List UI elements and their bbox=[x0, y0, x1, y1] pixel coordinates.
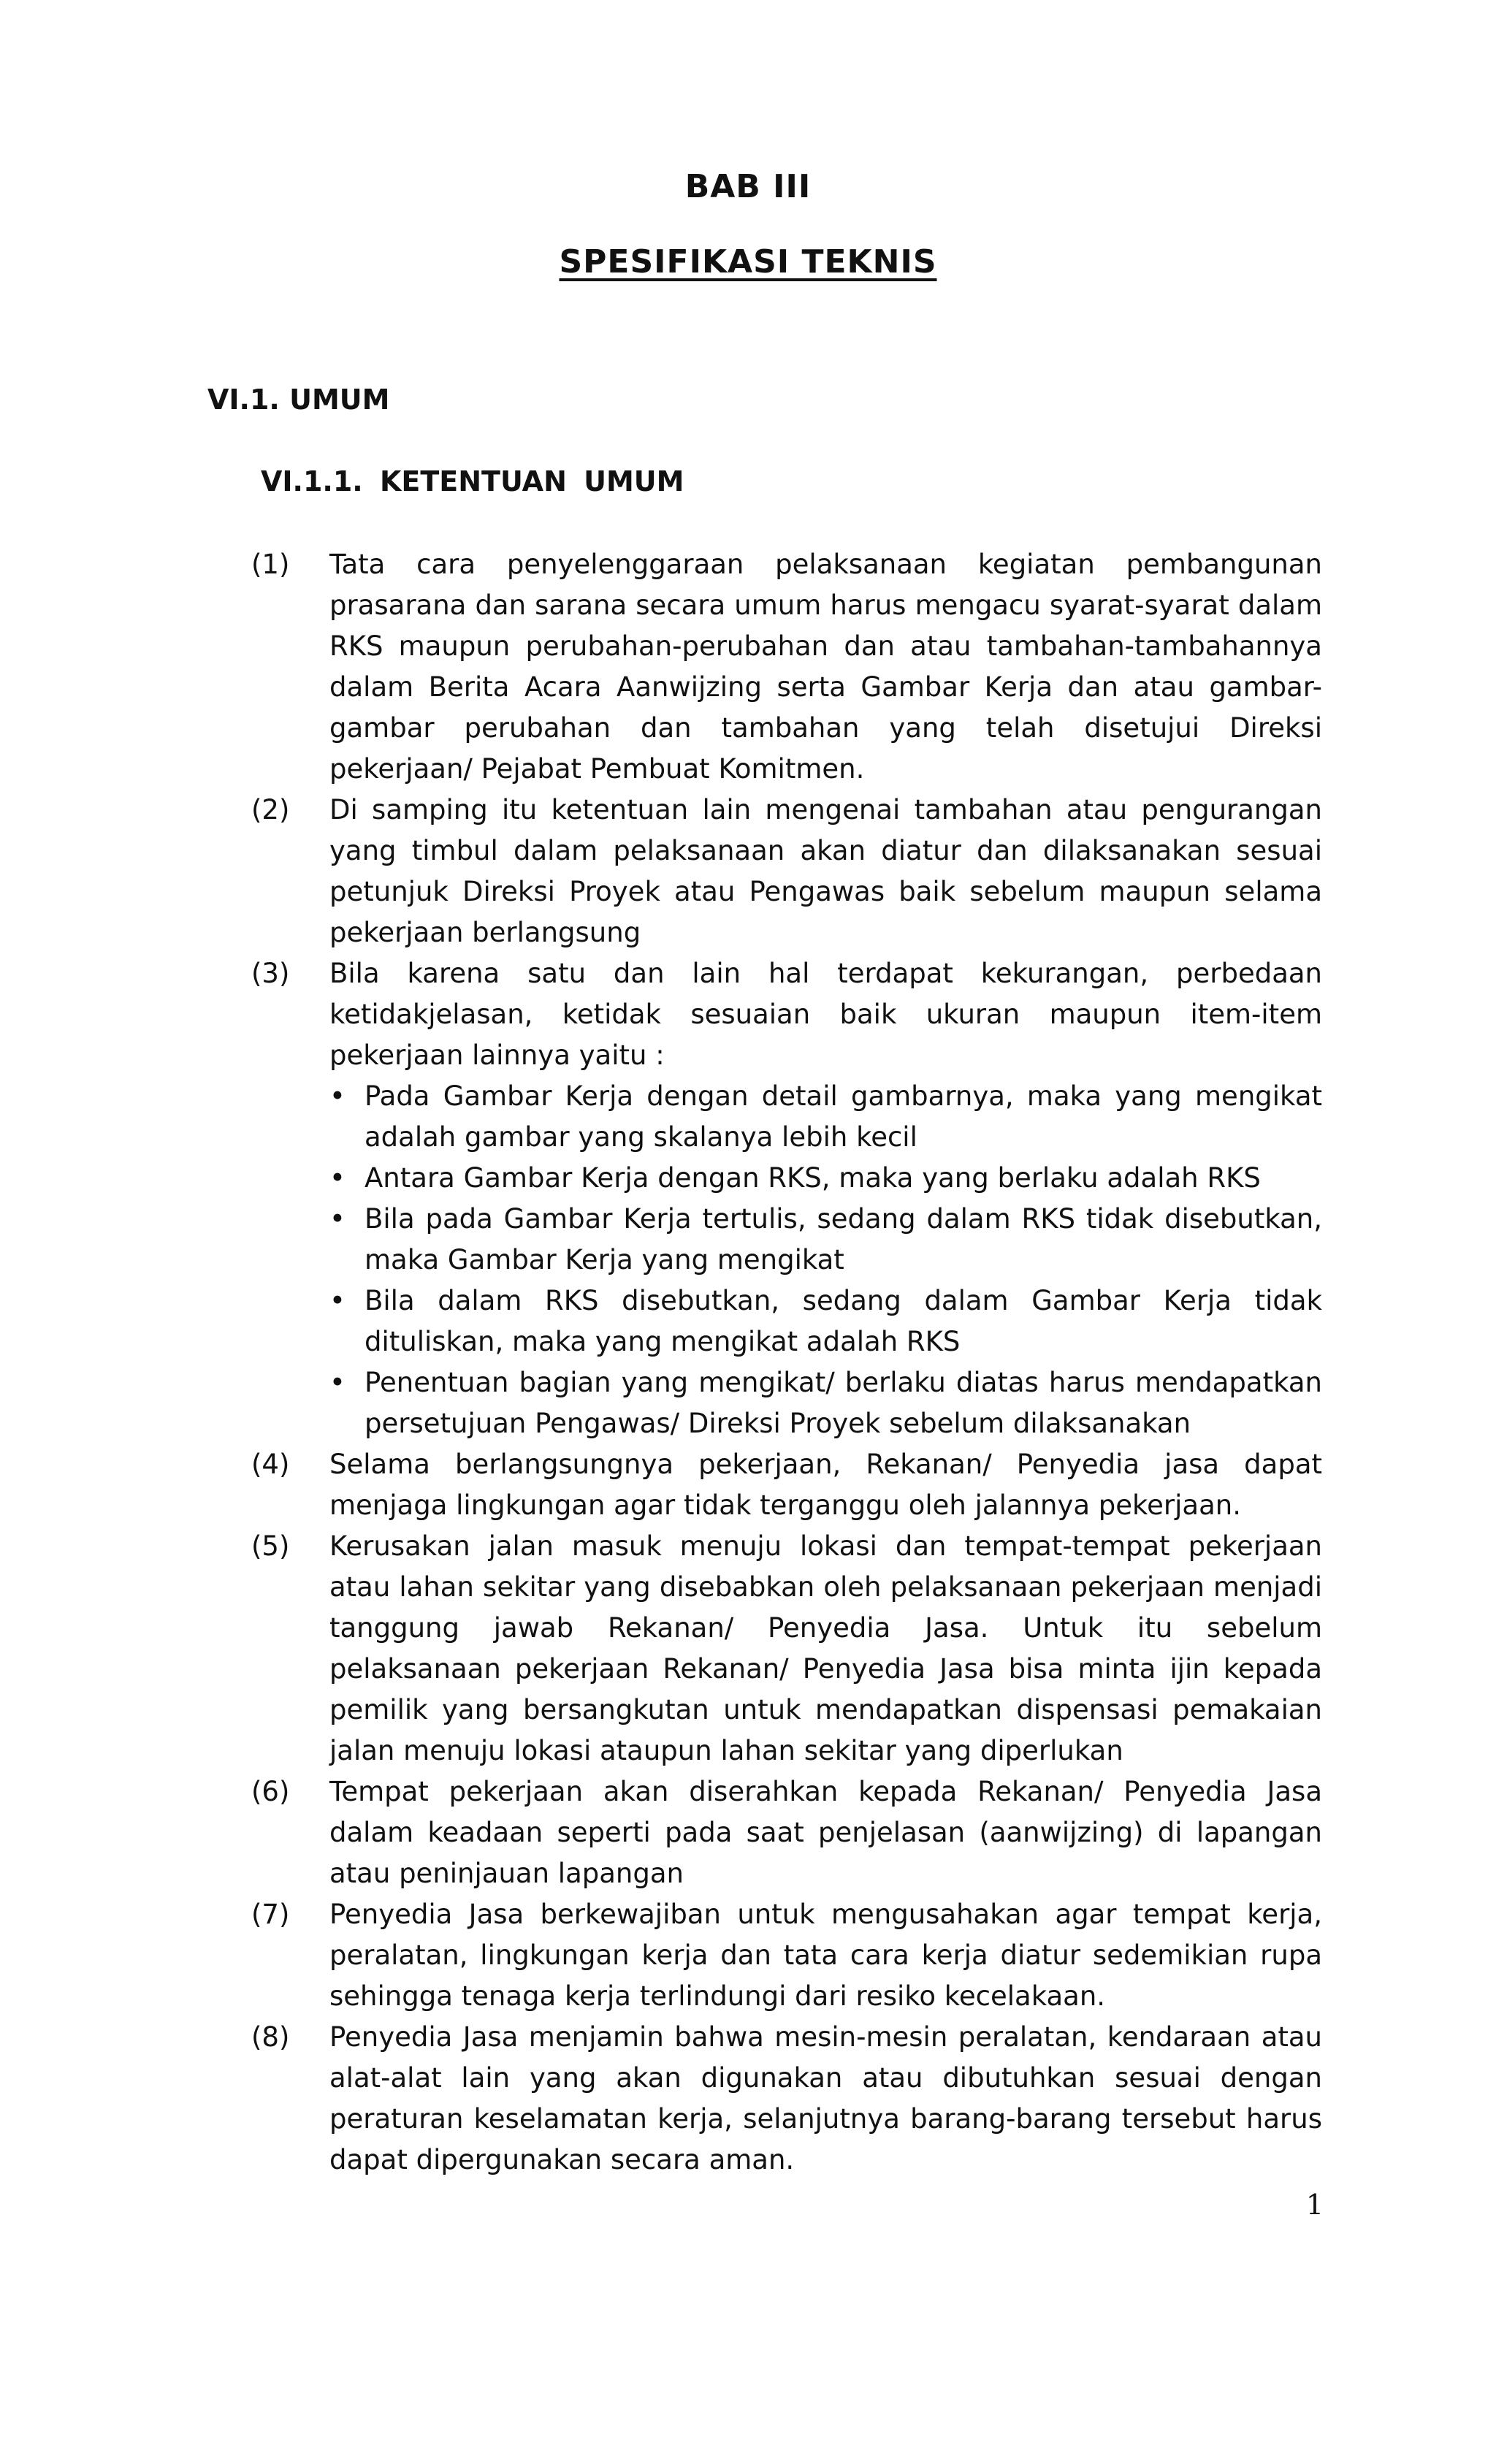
bullet-text: Bila dalam RKS disebutkan, sedang dalam Gambar Kerja tidak dituliskan, maka yang mengikat adalah RKS bbox=[365, 1285, 1322, 1357]
chapter-number: BAB III bbox=[684, 168, 812, 205]
section-heading: VI.1. UMUM bbox=[207, 384, 390, 416]
item-body bbox=[329, 1894, 1322, 2017]
item-text: Kerusakan jalan masuk menuju lokasi dan tempat-tempat pekerjaan atau lahan sekitar yang disebabkan oleh pelaksanaan pekerjaan menjadi tanggung jawab Rekanan/ Penyedia Jasa. Untuk itu sebelum pelaksanaan pekerjaan Rekanan/ Penyedia Jasa bisa minta ijin kepada pemilik yang bersangkutan untuk mendapatkan dispensasi pemakaian jalan menuju lokasi ataupun lahan sekitar yang diperlukan bbox=[329, 1530, 1322, 1766]
item-body bbox=[329, 790, 1322, 953]
chapter-title: SPESIFIKASI TEKNIS bbox=[559, 243, 937, 281]
item-number: (3) bbox=[251, 958, 290, 989]
item-body bbox=[329, 1771, 1322, 1894]
item-text: Selama berlangsungnya pekerjaan, Rekanan/ Penyedia jasa dapat menjaga lingkungan agar tidak terganggu oleh jalannya pekerjaan. bbox=[329, 1449, 1322, 1521]
bullet-icon: • bbox=[329, 1367, 346, 1398]
bullet-list bbox=[329, 1076, 1322, 1444]
item-text: Penyedia Jasa berkewajiban untuk mengusahakan agar tempat kerja, peralatan, lingkungan kerja dan tata cara kerja diatur sedemikian rupa sehingga tenaga kerja terlindungi dari resiko kecelakaan. bbox=[329, 1899, 1322, 2012]
numbered-list bbox=[251, 544, 1322, 2181]
item-number: (4) bbox=[251, 1449, 290, 1480]
bullet-icon: • bbox=[329, 1285, 346, 1316]
item-number: (5) bbox=[251, 1530, 290, 1562]
item-number: (1) bbox=[251, 549, 290, 580]
item-number: (2) bbox=[251, 794, 290, 825]
list-item bbox=[251, 2017, 1322, 2181]
bullet-text: Pada Gambar Kerja dengan detail gambarnya, maka yang mengikat adalah gambar yang skalanya lebih kecil bbox=[365, 1080, 1322, 1153]
list-item bbox=[251, 1771, 1322, 1894]
bullet-text: Bila pada Gambar Kerja tertulis, sedang dalam RKS tidak disebutkan, maka Gambar Kerja yang mengikat bbox=[365, 1203, 1322, 1275]
bullet-text: Antara Gambar Kerja dengan RKS, maka yang berlaku adalah RKS bbox=[365, 1162, 1261, 1194]
bullet-item bbox=[329, 1076, 1322, 1158]
bullet-text: Penentuan bagian yang mengikat/ berlaku diatas harus mendapatkan persetujuan Pengawas/ Direksi Proyek sebelum dilaksanakan bbox=[365, 1367, 1322, 1439]
item-text: Penyedia Jasa menjamin bahwa mesin-mesin peralatan, kendaraan atau alat-alat lain yang akan digunakan atau dibutuhkan sesuai dengan peraturan keselamatan kerja, selanjutnya barang-barang tersebut harus dapat dipergunakan secara aman. bbox=[329, 2021, 1322, 2175]
page-number: 1 bbox=[1305, 2189, 1324, 2221]
item-number: (7) bbox=[251, 1899, 290, 1930]
bullet-icon: • bbox=[329, 1080, 346, 1112]
bullet-item bbox=[329, 1362, 1322, 1444]
item-body bbox=[329, 2017, 1322, 2181]
bullet-icon: • bbox=[329, 1203, 346, 1235]
item-text: Tempat pekerjaan akan diserahkan kepada Rekanan/ Penyedia Jasa dalam keadaan seperti pada saat penjelasan (aanwijzing) di lapangan atau peninjauan lapangan bbox=[329, 1776, 1322, 1889]
item-number: (6) bbox=[251, 1776, 290, 1807]
item-text: Tata cara penyelenggaraan pelaksanaan kegiatan pembangunan prasarana dan sarana secara umum harus mengacu syarat-syarat dalam RKS maupun perubahan-perubahan dan atau tambahan-tambahannya dalam Berita Acara Aanwijzing serta Gambar Kerja dan atau gambar-gambar perubahan dan tambahan yang telah disetujui Direksi pekerjaan/ Pejabat Pembuat Komitmen. bbox=[329, 549, 1322, 785]
bullet-item bbox=[329, 1281, 1322, 1362]
list-item bbox=[251, 1526, 1322, 1771]
bullet-item bbox=[329, 1158, 1322, 1199]
bullet-item bbox=[329, 1199, 1322, 1281]
list-item bbox=[251, 544, 1322, 790]
list-item bbox=[251, 790, 1322, 953]
item-text: Bila karena satu dan lain hal terdapat kekurangan, perbedaan ketidakjelasan, ketidak sesuaian baik ukuran maupun item-item pekerjaan lainnya yaitu : bbox=[329, 958, 1322, 1071]
item-body bbox=[329, 1444, 1322, 1526]
list-item bbox=[251, 1444, 1322, 1526]
item-body bbox=[329, 953, 1322, 1444]
bullet-icon: • bbox=[329, 1162, 346, 1194]
item-text: Di samping itu ketentuan lain mengenai tambahan atau pengurangan yang timbul dalam pelaksanaan akan diatur dan dilaksanakan sesuai petunjuk Direksi Proyek atau Pengawas baik sebelum maupun selama pekerjaan berlangsung bbox=[329, 794, 1322, 948]
item-body bbox=[329, 544, 1322, 790]
item-body bbox=[329, 1526, 1322, 1771]
list-item bbox=[251, 1894, 1322, 2017]
list-item bbox=[251, 953, 1322, 1444]
item-number: (8) bbox=[251, 2021, 290, 2053]
subsection-heading: VI.1.1. KETENTUAN UMUM bbox=[261, 465, 684, 497]
